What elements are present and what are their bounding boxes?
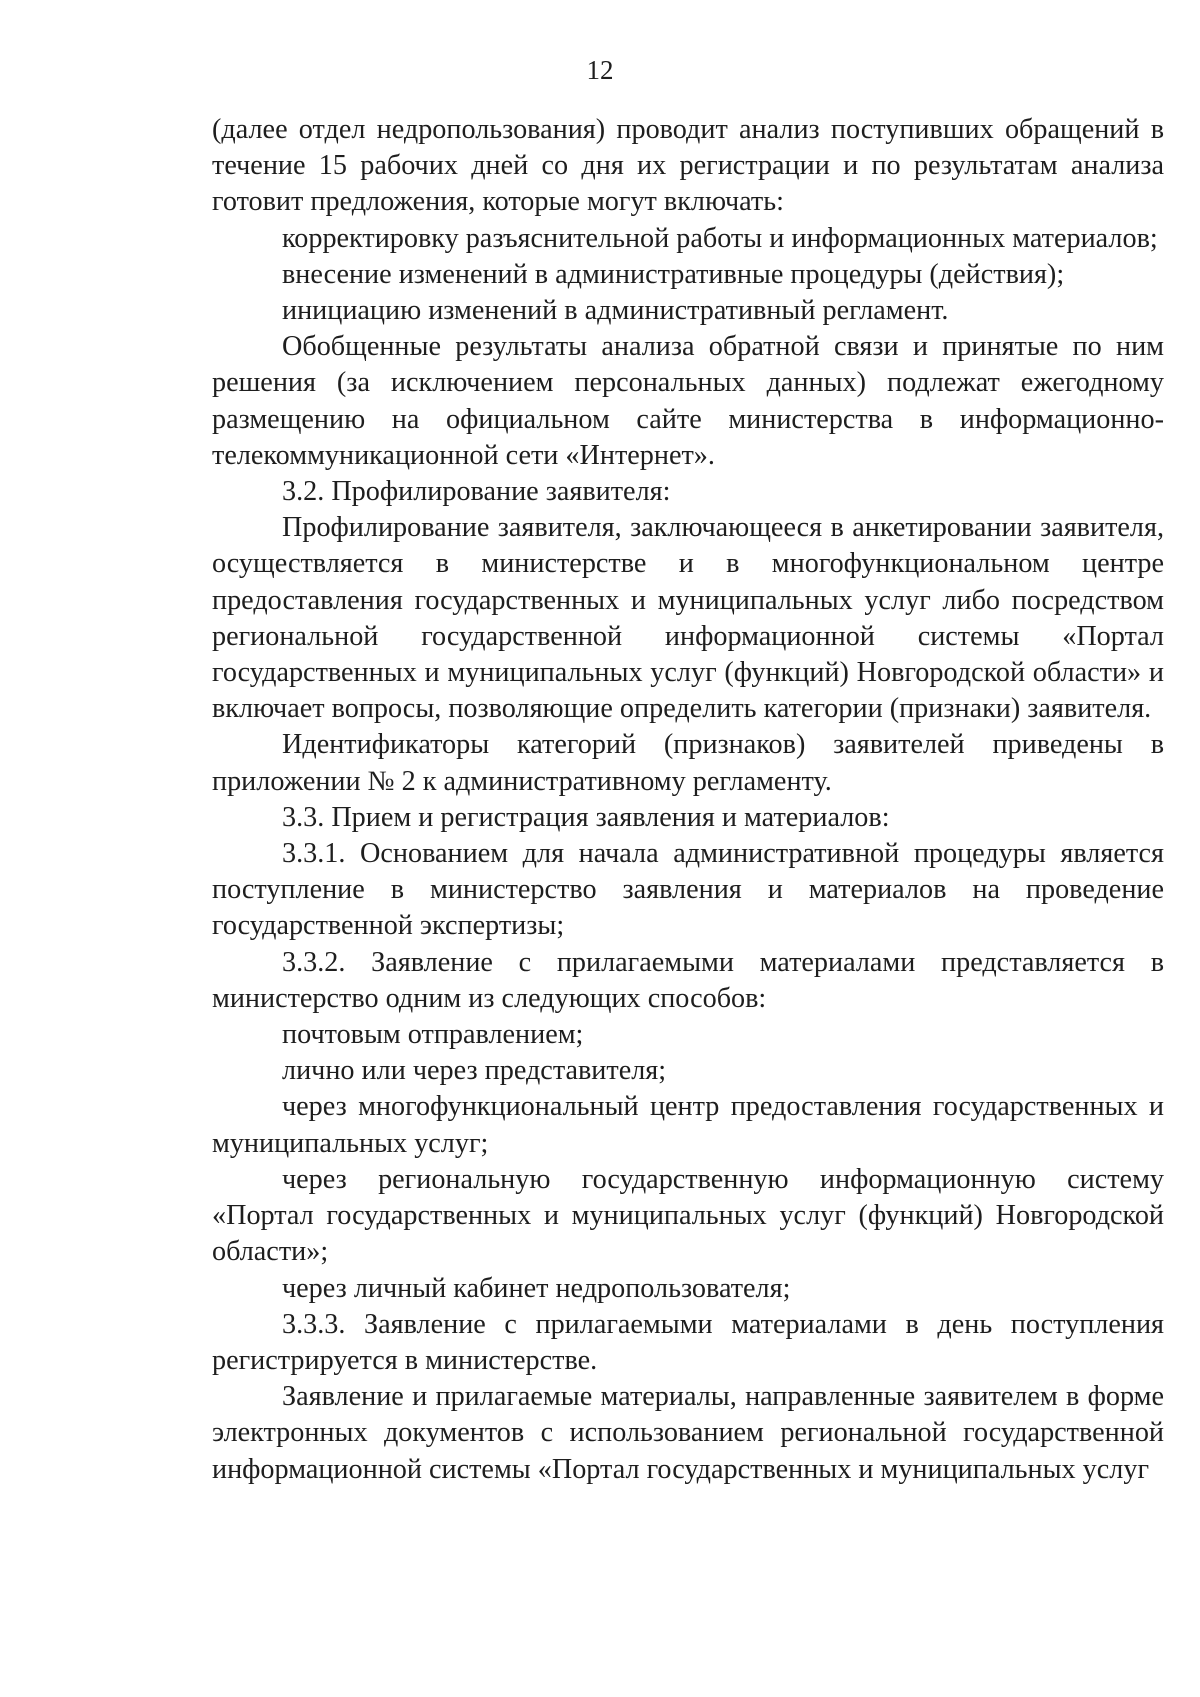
- section-heading-3-3: 3.3. Прием и регистрация заявления и материалов:: [282, 801, 890, 833]
- paragraph-3-3-1: 3.3.1. Основанием для начала административной процедуры является поступление в министерство заявления и материалов на проведение государственной экспертизы;: [212, 838, 1164, 942]
- paragraph-electronic-docs: Заявление и прилагаемые материалы, направленные заявителем в форме электронных документов с использованием региональной государственной информационной системы «Портал государственных и муниципальных услуг: [212, 1381, 1164, 1485]
- paragraph-profiling: Профилирование заявителя, заключающееся в анкетировании заявителя, осуществляется в министерстве и в многофункциональном центре предоставления государственных и муниципальных услуг либо посредством региональной государственной информационной системы «Портал государственных и муниципальных услуг (функций) Новгородской области» и включает вопросы, позволяющие определить категории (признаки) заявителя.: [212, 512, 1164, 725]
- paragraph-method-cabinet: через личный кабинет недропользователя;: [282, 1272, 791, 1304]
- paragraph-3-3-2: 3.3.2. Заявление с прилагаемыми материалами представляется в министерство одним из следующих способов:: [212, 946, 1164, 1014]
- paragraph-method-in-person: лично или через представителя;: [282, 1055, 667, 1087]
- paragraph-analysis-continuation: (далее отдел недропользования) проводит анализ поступивших обращений в течение 15 рабочих дней со дня их регистрации и по результатам анализа готовит предложения, которые могут включать:: [212, 114, 1164, 218]
- paragraph-feedback-results: Обобщенные результаты анализа обратной связи и принятые по ним решения (за исключением персональных данных) подлежат ежегодному размещению на официальном сайте министерства в информационно-телекоммуникационной сети «Интернет».: [212, 331, 1164, 471]
- paragraph-3-3-3: 3.3.3. Заявление с прилагаемыми материалами в день поступления регистрируется в министерстве.: [212, 1308, 1164, 1376]
- paragraph-method-portal: через региональную государственную информационную систему «Портал государственных и муниципальных услуг (функций) Новгородской области»;: [212, 1163, 1164, 1268]
- section-heading-3-2: 3.2. Профилирование заявителя:: [282, 476, 671, 508]
- paragraph-list-item-procedure-changes: внесение изменений в административные процедуры (действия);: [282, 258, 1065, 290]
- paragraph-identifiers: Идентификаторы категорий (признаков) заявителей приведены в приложении № 2 к административному регламенту.: [212, 729, 1164, 797]
- page-number: 12: [586, 55, 614, 85]
- paragraph-list-item-regulation-changes: инициацию изменений в административный регламент.: [282, 295, 949, 327]
- paragraph-method-post: почтовым отправлением;: [282, 1019, 584, 1051]
- paragraph-method-mfc: через многофункциональный центр предоставления государственных и муниципальных услуг;: [212, 1091, 1164, 1159]
- document-body: [212, 112, 1164, 1488]
- paragraph-list-item-correction: корректировку разъяснительной работы и информационных материалов;: [282, 222, 1158, 254]
